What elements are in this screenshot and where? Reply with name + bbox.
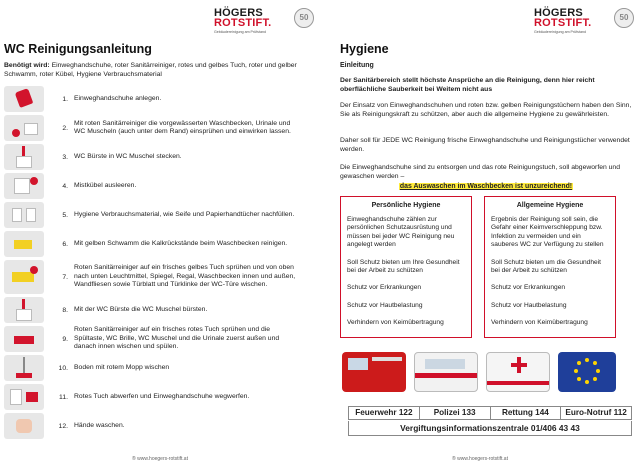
list-item: 6. Mit gelben Schwamm die Kalkrückstände beim Waschbecken reinigen. (4, 231, 316, 257)
poison-center-number: Vergiftungsinformationszentrale 01/406 43 43 (348, 421, 632, 436)
logo-subtitle: Gebäudereinigung am Prüfstand (214, 30, 266, 34)
fire-number: Feuerwehr 122 (349, 407, 420, 419)
footer-copyright: ® www.hoegers-rotstift.at (132, 456, 188, 462)
eu-flag-icon (558, 352, 616, 392)
box-title: Allgemeine Hygiene (516, 202, 584, 209)
police-number: Polizei 133 (420, 407, 491, 419)
discard-icon (4, 384, 44, 410)
required-materials (4, 62, 304, 79)
fire-truck-icon (342, 352, 406, 392)
anniversary-badge-icon: 50 (614, 8, 634, 28)
yellow-sponge-icon (4, 231, 44, 257)
list-item: Verhindern von Keimübertragung (347, 319, 444, 327)
paragraph-2: Daher soll für JEDE WC Reinigung frische Einweghandschuhe und Reinigungstücher verwendet werden. (340, 137, 630, 153)
list-item: 3. WC Bürste in WC Muschel stecken. (4, 144, 316, 170)
gloves-icon (4, 86, 44, 112)
page-title: WC Reinigungsanleitung (4, 42, 152, 56)
list-item: 1. Einweghandschuhe anlegen. (4, 86, 316, 112)
page-title: Hygiene (340, 42, 389, 56)
box-title: Persönliche Hygiene (371, 202, 441, 209)
list-item: Einweghandschuhe zählen zur persönlichen Schutzausrüstung und müssen bei jeder WC Reinigung neu angelegt werden (347, 216, 455, 249)
list-item: Schutz vor Hautbelastung (347, 301, 423, 309)
section-title: Einleitung (340, 62, 374, 69)
personal-hygiene-box (340, 196, 472, 338)
list-item: 2. Mit roten Sanitärreiniger die vorgewässerten Waschbecken, Urinale und WC Muscheln (auch unter dem Rand) einsprühen und einwirken lassen. (4, 115, 316, 141)
company-logo (214, 8, 314, 38)
euro-emergency-number: Euro-Notruf 112 (565, 408, 627, 417)
list-item: Schutz vor Hautbelastung (491, 301, 567, 309)
general-hygiene-box (484, 196, 616, 338)
paragraph-3: Die Einweghandschuhe sind zu entsorgen und das rote Reinigungstuch, soll abgeworfen und gewaschen werden – (340, 164, 620, 180)
toilet-brush-icon (4, 297, 44, 323)
list-item: Ergebnis der Reinigung soll sein, die Gefahr einer Keimverschleppung bzw. Infektion zu vermeiden und ein sauberes WC zur Verfügung zu stellen (491, 216, 604, 249)
company-logo (534, 8, 634, 38)
list-item: Verhindern von Keimübertragung (491, 319, 588, 327)
list-item: 5. Hygiene Verbrauchsmaterial, wie Seife und Papierhandtücher nachfüllen. (4, 202, 316, 228)
paragraph-1: Der Einsatz von Einweghandschuhen und roten bzw. gelben Reinigungstüchern haben den Sinn, Sie als Reinigungskraft zu schützen, aber auch die allgemeine Hygiene zu gewährleisten. (340, 102, 632, 118)
list-item: Soll Schutz bieten um die Gesundheit bei der Arbeit zu schützen (491, 258, 601, 275)
right-page (320, 0, 640, 468)
warning-text: das Auswaschen im Waschbecken ist unzureichend! (399, 183, 573, 190)
list-item: Soll Schutz bieten um Ihre Gesundheit bei der Arbeit zu schützen (347, 258, 460, 275)
toilet-brush-icon (4, 144, 44, 170)
logo-subtitle: Gebäudereinigung am Prüfstand (534, 30, 586, 34)
footer-copyright: ® www.hoegers-rotstift.at (452, 456, 508, 462)
required-text: Einweghandschuhe, roter Sanitärreiniger, rotes und gelbes Tuch, roter und gelber Schwamm, roter Kübel, Hygiene Verbrauchsmaterial (4, 62, 297, 78)
hand-wash-icon (4, 413, 44, 439)
list-item: 9. Roten Sanitärreiniger auf ein frisches rotes Tuch sprühen und die Spültaste, WC Brille, WC Muschel und die Urinale zuerst außen und danach innen wischen und spülen. (4, 326, 316, 352)
soap-dispenser-icon (4, 202, 44, 228)
list-item: 12. Hände waschen. (4, 413, 316, 439)
list-item: 7. Roten Sanitärreiniger auf ein frisches gelbes Tuch sprühen und von oben nach unten Leuchtmittel, Spiegel, Regal, Waschbecken innen und außen, Wandfliesen sowie Türblatt und Türklinke der WC-Türe wischen. (4, 260, 316, 294)
logo-line1: HÖGERS (214, 7, 263, 19)
step-list (4, 86, 316, 442)
list-item: 8. Mit der WC Bürste die WC Muschel bürsten. (4, 297, 316, 323)
list-item: Schutz vor Erkrankungen (347, 284, 422, 292)
mop-icon (4, 355, 44, 381)
logo-line2: ROTSTIFT. (534, 17, 592, 29)
red-cloth-icon (4, 326, 44, 352)
emergency-numbers (348, 406, 632, 420)
yellow-cloth-icon (4, 260, 44, 294)
logo-line2: ROTSTIFT. (214, 17, 272, 29)
list-item: 10. Boden mit rotem Mopp wischen (4, 355, 316, 381)
trash-bin-icon (4, 173, 44, 199)
rescue-number: Rettung 144 (491, 407, 562, 419)
intro-paragraph: Der Sanitärbereich stellt höchste Ansprüche an die Reinigung, denn hier reicht oberflächliche Sauberkeit bei Weitem nicht aus (340, 77, 595, 93)
required-label: Benötigt wird: (4, 62, 50, 69)
ambulance-icon (486, 352, 550, 392)
spray-bottle-icon (4, 115, 44, 141)
police-car-icon (414, 352, 478, 392)
list-item: 4. Mistkübel ausleeren. (4, 173, 316, 199)
list-item: 11. Rotes Tuch abwerfen und Einweghandschuhe wegwerfen. (4, 384, 316, 410)
list-item: Schutz vor Erkrankungen (491, 284, 566, 292)
emergency-vehicles (342, 348, 632, 396)
logo-line1: HÖGERS (534, 7, 583, 19)
anniversary-badge-icon: 50 (294, 8, 314, 28)
